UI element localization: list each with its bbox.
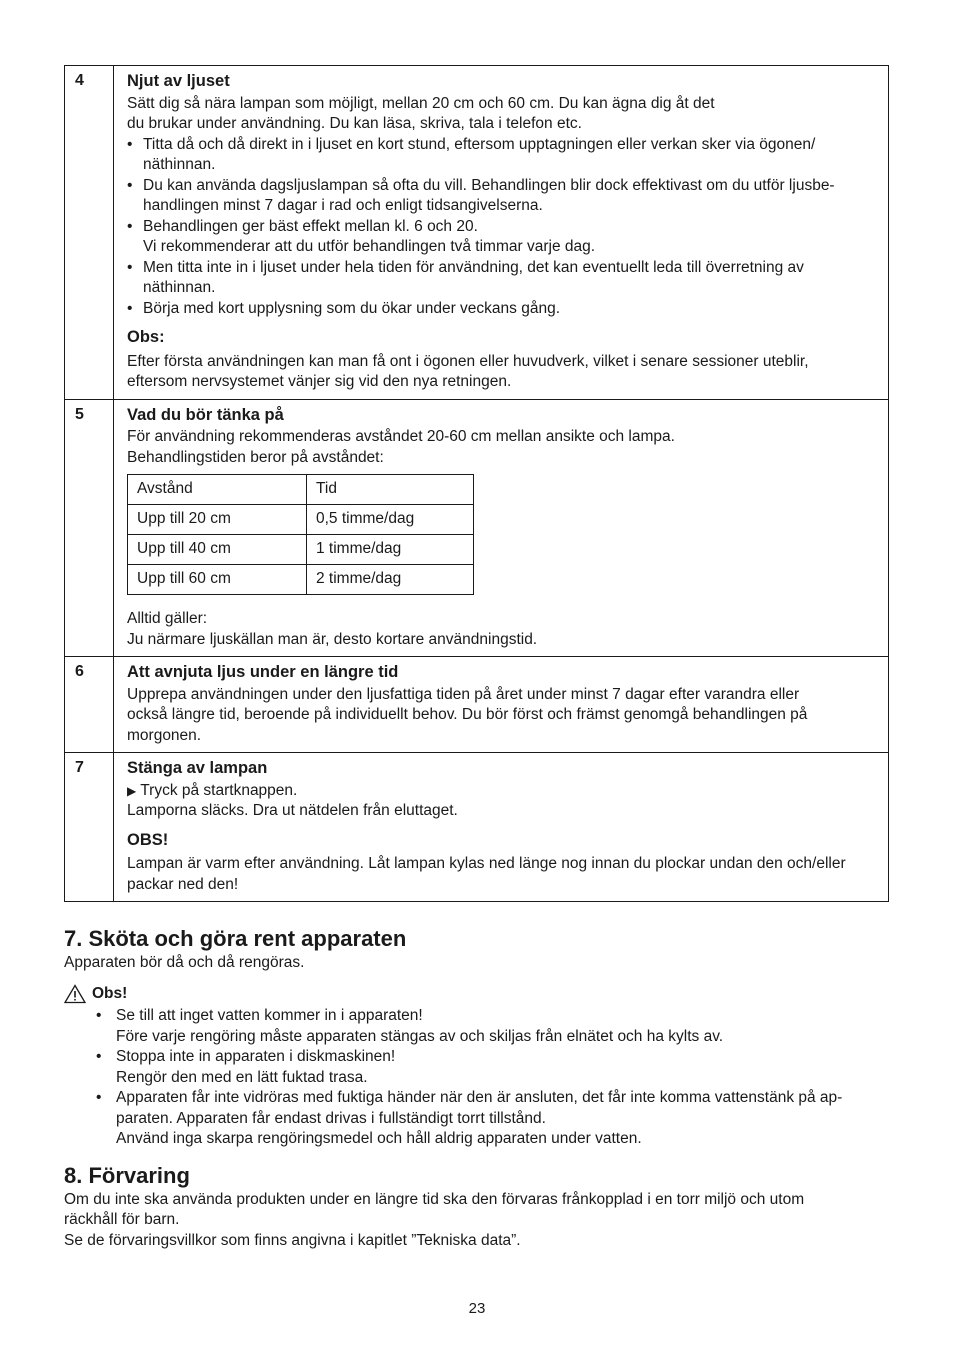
intro-line: Behandlingstiden beror på avståndet: bbox=[127, 448, 384, 466]
section-line: Om du inte ska använda produkten under en längre tid ska den förvaras frånkopplad i en torr miljö och utom bbox=[64, 1190, 805, 1208]
bullet-list bbox=[64, 1006, 894, 1150]
note-line: Efter första användningen kan man få ont i ögonen eller huvudverk, vilket i senare sessioner uteblir, bbox=[127, 352, 809, 370]
page-number: 23 bbox=[468, 1300, 486, 1317]
distance-time-table bbox=[127, 474, 474, 595]
instructions-table bbox=[64, 65, 889, 902]
step-title: Att avnjuta ljus under en längre tid bbox=[127, 663, 399, 681]
step-number: 5 bbox=[65, 399, 114, 657]
step-title: Vad du bör tänka på bbox=[127, 405, 284, 424]
table-cell: 2 timme/dag bbox=[307, 565, 474, 595]
step-number: 7 bbox=[65, 753, 114, 902]
section-intro: Apparaten bör då och då rengöras. bbox=[64, 954, 305, 971]
intro-line: Sätt dig så nära lampan som möjligt, mellan 20 cm och 60 cm. Du kan ägna dig åt det bbox=[127, 94, 715, 112]
note-line: packar ned den! bbox=[127, 875, 239, 893]
step-title: Stänga av lampan bbox=[127, 759, 268, 777]
step-row bbox=[65, 753, 889, 902]
section-heading: 8. Förvaring bbox=[64, 1162, 190, 1188]
action-line: ▶ Tryck på startknappen. bbox=[127, 781, 298, 799]
table-cell: 1 timme/dag bbox=[307, 535, 474, 565]
list-item: • Se till att inget vatten kommer in i apparaten! Före varje rengöring måste apparaten stängas av och skiljas från elnätet och ha kylts av. bbox=[96, 1006, 894, 1047]
table-cell: 0,5 timme/dag bbox=[307, 505, 474, 535]
list-item: • Stoppa inte in apparaten i diskmaskinen! Rengör den med en lätt fuktad trasa. bbox=[96, 1047, 894, 1088]
step-row bbox=[65, 657, 889, 753]
note-line: Lampan är varm efter användning. Låt lampan kylas ned länge nog innan du plockar undan den och/eller bbox=[127, 855, 846, 872]
step-content bbox=[114, 399, 889, 657]
list-item: • Men titta inte in i ljuset under hela tiden för användning, det kan eventuellt leda till överretning av näthinnan. bbox=[127, 258, 878, 299]
intro-line: också längre tid, beroende på individuellt behov. Du bör först och främst genomgå behandlingen på bbox=[127, 706, 808, 723]
outro-line: Ju närmare ljuskällan man är, desto kortare användningstid. bbox=[127, 630, 538, 648]
outro-line: Alltid gäller: bbox=[127, 610, 208, 627]
table-cell: Upp till 40 cm bbox=[128, 535, 307, 565]
intro-line: För användning rekommenderas avståndet 20-60 cm mellan ansikte och lampa. bbox=[127, 428, 675, 445]
section-line: Se de förvaringsvillkor som finns angivna i kapitlet ”Tekniska data”. bbox=[64, 1231, 521, 1249]
sections-after-table bbox=[64, 925, 894, 1251]
table-row bbox=[128, 505, 474, 535]
note-title: Obs: bbox=[127, 328, 165, 346]
note-line: eftersom nervsystemet vänjer sig vid den nya retningen. bbox=[127, 373, 512, 390]
arrow-right-icon: ▶ bbox=[127, 783, 137, 798]
intro-line: du brukar under användning. Du kan läsa, skriva, tala i telefon etc. bbox=[127, 115, 582, 132]
table-row bbox=[128, 565, 474, 595]
list-item: • Titta då och då direkt in i ljuset en kort stund, eftersom upptagningen eller verkan sker via ögonen/ näthinnan. bbox=[127, 135, 878, 176]
warning-triangle-icon bbox=[64, 984, 86, 1004]
table-header-cell: Avstånd bbox=[128, 475, 307, 505]
section-heading: 7. Sköta och göra rent apparaten bbox=[64, 926, 407, 951]
step-row bbox=[65, 66, 889, 400]
step-row bbox=[65, 399, 889, 657]
note-title: OBS! bbox=[127, 830, 169, 849]
warning-header bbox=[64, 984, 894, 1005]
step-content bbox=[114, 753, 889, 902]
table-row bbox=[128, 535, 474, 565]
bullet-list bbox=[127, 135, 878, 320]
step-number: 4 bbox=[65, 66, 114, 400]
step-content bbox=[114, 657, 889, 753]
result-line: Lamporna släcks. Dra ut nätdelen från eluttaget. bbox=[127, 802, 458, 819]
table-row bbox=[128, 475, 474, 505]
step-content bbox=[114, 66, 889, 400]
list-item: • Behandlingen ger bäst effekt mellan kl. 6 och 20. Vi rekommenderar att du utför behandlingen två timmar varje dag. bbox=[127, 217, 878, 258]
intro-line: morgonen. bbox=[127, 726, 202, 744]
table-header-cell: Tid bbox=[307, 475, 474, 505]
list-item: • Apparaten får inte vidröras med fuktiga händer när den är ansluten, det får inte komma vattenstänk på ap- paraten. Apparaten får endast drivas i fullständigt torrt tillstånd. Använd inga skarpa rengöringsmedel och håll aldrig apparaten under vatten. bbox=[96, 1088, 894, 1150]
list-item: • Börja med kort upplysning som du ökar under veckans gång. bbox=[127, 299, 878, 320]
table-cell: Upp till 20 cm bbox=[128, 505, 307, 535]
step-number: 6 bbox=[65, 657, 114, 753]
warning-label: Obs! bbox=[92, 984, 128, 1002]
intro-line: Upprepa användningen under den ljusfattiga tiden på året under minst 7 dagar efter varandra eller bbox=[127, 685, 800, 703]
list-item: • Du kan använda dagsljuslampan så ofta du vill. Behandlingen blir dock effektivast om du utför ljusbe- handlingen minst 7 dagar i rad och enligt tidsangivelserna. bbox=[127, 176, 878, 217]
table-cell: Upp till 60 cm bbox=[128, 565, 307, 595]
section-line: räckhåll för barn. bbox=[64, 1211, 180, 1228]
step-title: Njut av ljuset bbox=[127, 72, 230, 90]
